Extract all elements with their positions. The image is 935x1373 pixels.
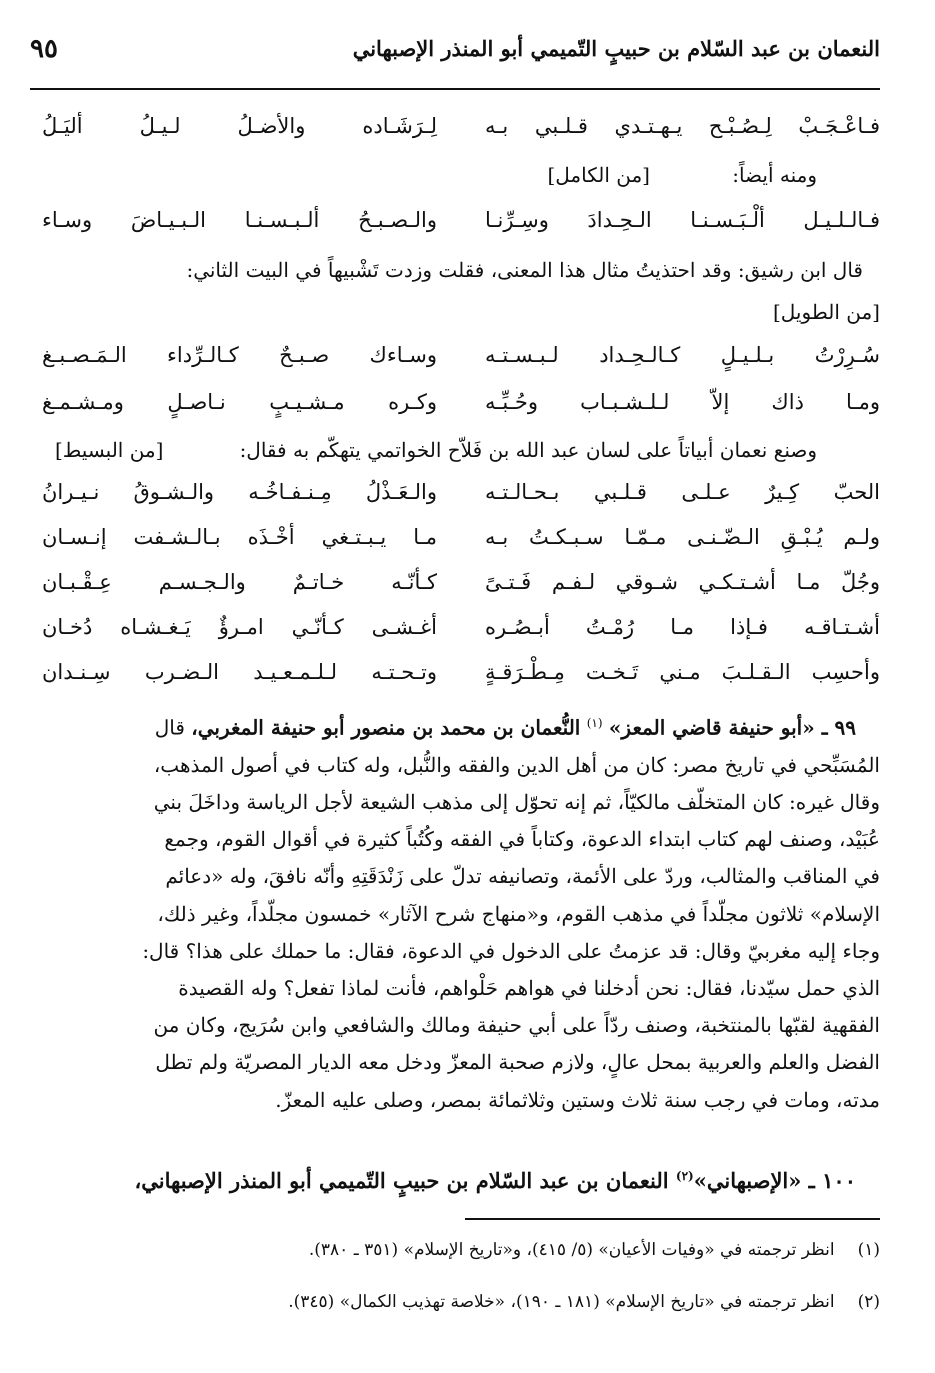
entry-line: وجاء إليه مغربيّ وقال: قد عزمتُ على الدخول في الدعوة، فقال: ما حملك على هذا؟ قال:: [142, 938, 880, 963]
entry-number: ١٠٠ ـ «الإصبهاني»: [693, 1168, 856, 1193]
entry-100-heading: [42, 1168, 856, 1193]
entry-line: الفضل والعلم والعربية بمحل عالٍ، ولازم صحبة المعزّ ودخل معه الديار المصريّة ولم تطل: [155, 1050, 880, 1075]
footnote-ref[interactable]: (٢): [675, 1169, 694, 1183]
verse: [42, 343, 880, 383]
footnote-text: انظر ترجمته في «وفيات الأعيان» (٥/ ٤١٥)، و«تاريخ الإسلام» (٣٥١ ـ ٣٨٠).: [308, 1240, 835, 1260]
footnote-ref[interactable]: (١): [586, 716, 603, 730]
entry-name: النُّعمان بن محمد بن منصور أبو حنيفة المغربي،: [191, 715, 581, 740]
verse-second-hemistich: وسـاءك صـبـحٌ كـالـرِّداء الـمَـصـبـغ: [42, 343, 437, 367]
footnote: [150, 1292, 880, 1312]
verse-first-hemistich: ومـا ذاك إلاّ لـلـشـبـاب وحُـبِّـه: [485, 390, 880, 414]
page-header: [30, 30, 880, 80]
verse-second-hemistich: وكـره مـشـيـبٍ نـاصـلٍ ومـشـمـغ: [42, 390, 437, 414]
verse-second-hemistich: والـصـبـحُ ألـبـسـنـا الـبـيـاضَ وسـاء: [42, 208, 437, 232]
footnote-number: (١): [857, 1240, 880, 1260]
entry-line: المُسَبِّحي في تاريخ مصر: كان من أهل الدين والفقه والنُّبل، وله كتاب في أصول المذهب،: [153, 752, 880, 777]
intro-line: ومنه أيضاً:: [732, 163, 817, 187]
entry-99: [42, 705, 880, 1119]
verse-second-hemistich: كـأنّـه خـاتـمٌ والـجـسـم عِـقْـبـان: [42, 570, 437, 594]
footnote: [150, 1240, 880, 1260]
intro-line: وصنع نعمان أبياتاً على لسان عبد الله بن فَلاّح الخواتمي يتهكّم به فقال:: [239, 438, 817, 462]
entry-line: الذي حمل سيّدنا، فقال: نحن أدخلنا في هواهم حَلْواهم، فأنت لماذا تفعل؟ وله القصيدة: [178, 976, 880, 1001]
poem-verse: [42, 660, 880, 700]
meter-label: [من البسيط]: [55, 438, 164, 462]
verse-first-hemistich: فـالـلـيـل ألْـبَـسـنـا الـحِـدادَ وسِـرِّنـا: [485, 208, 880, 232]
entry-line: وقال غيره: كان المتخلّف مالكيّاً، ثم إنه تحوّل إلى مذهب الشيعة لأجل الرياسة وداخَلَ بني: [153, 790, 880, 815]
verse-first-hemistich: وجُلّ مـا أشـتـكـي شـوقي لـفـم فَـتـىً: [485, 570, 880, 594]
meter-label: [من الطويل]: [772, 300, 880, 324]
entry-line: في المناقب والمثالب، وردّ على الأئمة، وتصانيفه تدلّ على زَنْدَقَتِهِ وأنّه نافقَ، وله «دعائم: [165, 864, 880, 889]
verse-first-hemistich: ولـم يُـبْـقِ الـضّـنـى مـمّـا سـبـكـتُ بـه: [485, 525, 880, 549]
running-title: النعمان بن عبد السّلام بن حبيبٍ التّميمي أبو المنذر الإصبهاني: [352, 36, 880, 61]
verse-second-hemistich: مـا يـبـتـغي أخْـذَه بـالـشـفت إنـسـان: [42, 525, 437, 549]
page-number: ٩٥: [30, 34, 58, 64]
verse-first-hemistich: الحبّ كِـيرٌ عـلـى قـلـبي بـحـالـتـه: [485, 480, 880, 504]
verse-second-hemistich: أغـشـى كـأنّـي امـرؤٌ يَـغـشـاه دُخـان: [42, 615, 437, 639]
verse: [42, 208, 880, 248]
verse: [42, 390, 880, 430]
ibn-rashiq-line: قال ابن رشيق: وقد احتذيتُ مثال هذا المعنى، فقلت وزدت تَشْبيهاً في البيت الثاني:: [186, 258, 863, 282]
entry-heading-line: [42, 705, 880, 747]
verse-second-hemistich: والـعَـذْلُ مِـنـفـاخُـه والـشـوقُ نـيـرانُ: [42, 480, 437, 504]
verse-first-hemistich: أشـتـاقـه فـإذا مـا رُمْـتُ أبـصُـره: [485, 615, 880, 639]
verse-second-hemistich: لِـرَشَـاده والأضـلُ لـيـلُ أليَـلُ: [42, 114, 437, 138]
poem-verse: [42, 480, 880, 520]
poem-verse: [42, 525, 880, 565]
poem-verse: [42, 570, 880, 610]
entry-number: ٩٩ ـ «أبو حنيفة قاضي المعز»: [608, 715, 856, 740]
verse-second-hemistich: وتـحـتـه لـلـمـعـيـد الـضـرب سِـنـدان: [42, 660, 437, 684]
verse-first-hemistich: سُـرِرْتُ بـلـيـلٍ كـالـحِـداد لـبـسـتـه: [485, 343, 880, 367]
footnote-text: انظر ترجمته في «تاريخ الإسلام» (١٨١ ـ ١٩٠)، «خلاصة تهذيب الكمال» (٣٤٥).: [288, 1292, 835, 1312]
verse: [42, 114, 880, 154]
meter-label: [من الكامل]: [547, 163, 650, 187]
verse-first-hemistich: فـاعْـجَـبْ لِـصُـبْـح يـهـتـدي قـلـبي بـه: [485, 114, 880, 138]
footnote-rule: [465, 1218, 880, 1220]
footnote-number: (٢): [857, 1292, 880, 1312]
header-rule: [30, 88, 880, 90]
entry-line: مدته، ومات في رجب سنة ثلاث وستين وثلاثمائة بمصر، وصلى عليه المعزّ.: [275, 1087, 880, 1112]
entry-name: النعمان بن عبد السّلام بن حبيبٍ التّميمي أبو المنذر الإصبهاني،: [134, 1168, 669, 1193]
entry-line: عُبَيْد، وصنف لهم كتاب ابتداء الدعوة، وكتاباً في الفقه وكُتُباً كثيرة في أقوال القوم، وجمع: [164, 827, 880, 852]
poem-verse: [42, 615, 880, 655]
verse-first-hemistich: وأحسِب الـقـلـبَ مـني تَـخـت مِـطْـرَقـةٍ: [485, 660, 880, 684]
entry-line: الفقهية لقبّها بالمنتخبة، وصنف ردّاً على أبي حنيفة ومالك والشافعي وابن سُرَيج، وكان من: [153, 1013, 880, 1038]
entry-line: الإسلام» ثلاثون مجلّداً في مذهب القوم، و«منهاج شرح الآثار» خمسون مجلّداً، وغير ذلك،: [157, 901, 880, 926]
entry-text-start: قال: [154, 715, 185, 740]
